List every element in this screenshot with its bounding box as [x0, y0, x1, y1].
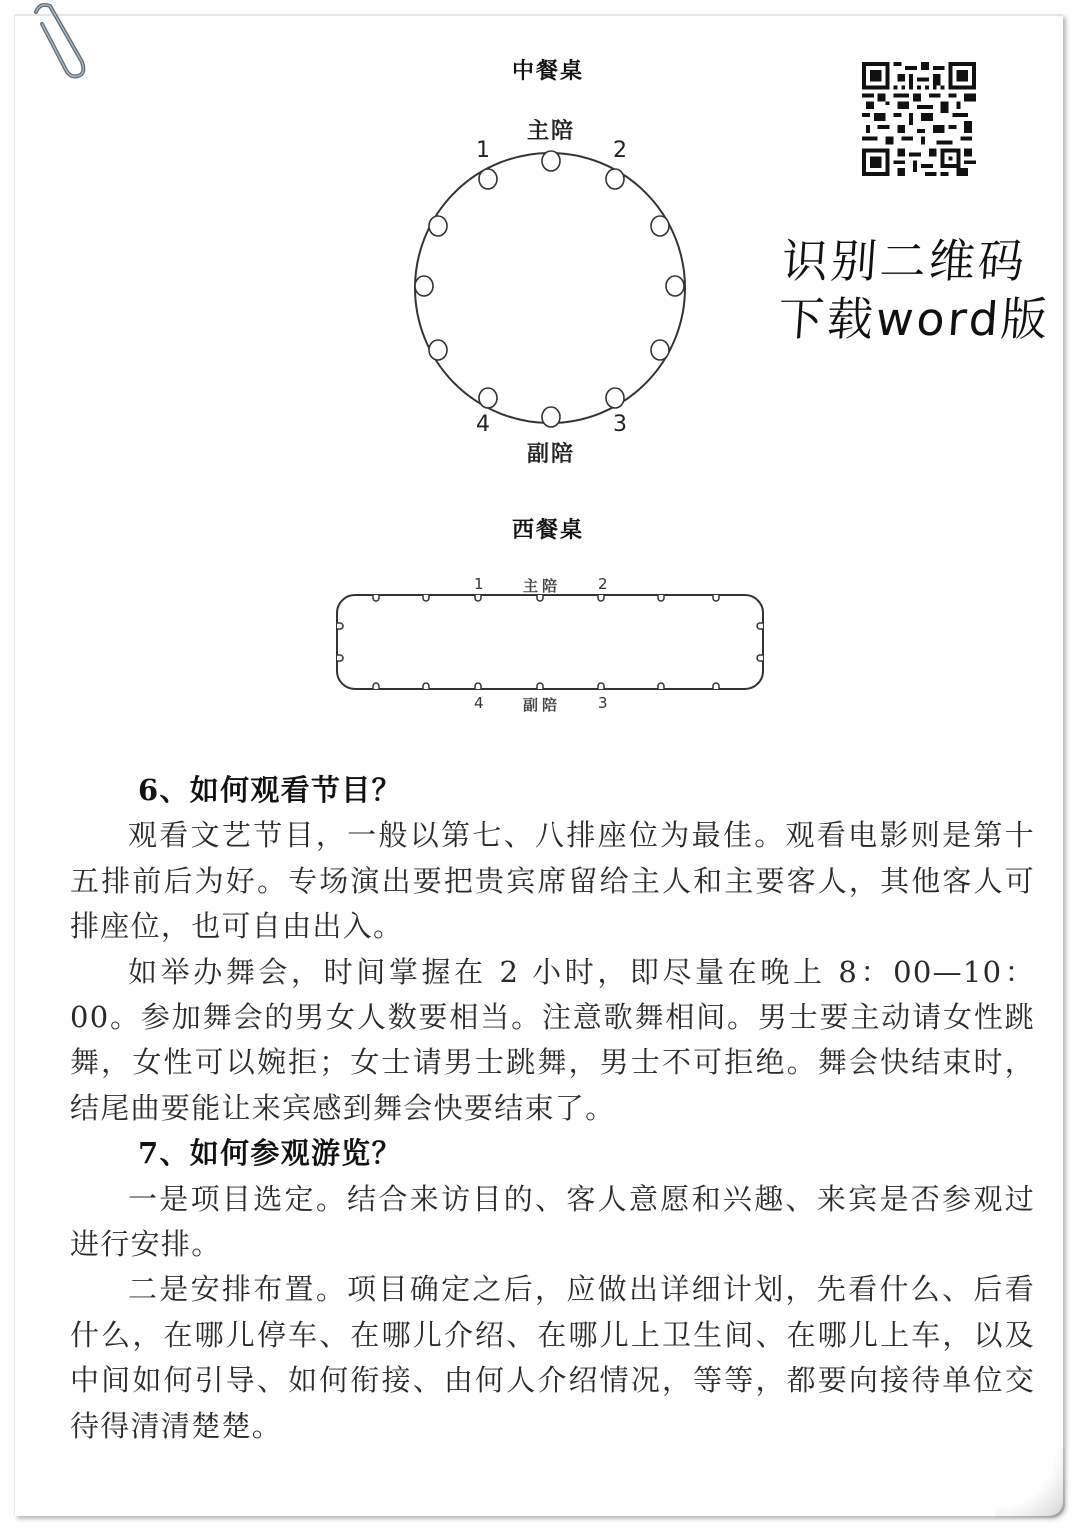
section-7-paragraph-2: 二是安排布置。项目确定之后，应做出详细计划，先看什么、后看什么，在哪儿停车、在哪儿介绍、在哪儿上卫生间、在哪儿上车，以及中间如何引导、如何衔接、由何人介绍情况，等等，都要向接待单位交待得清清楚楚。	[70, 1272, 1035, 1443]
western-seat-2: 2	[598, 575, 608, 593]
paperclip-icon	[22, 0, 92, 84]
western-seat-1: 1	[474, 575, 484, 593]
page-curl	[995, 1448, 1065, 1518]
western-host-label: 主陪	[523, 577, 562, 595]
chinese-table-title: 中餐桌	[512, 58, 585, 84]
qr-promo-text	[776, 232, 1064, 348]
western-table-title: 西餐桌	[512, 517, 585, 543]
section-heading-6: 6、如何观看节目？	[138, 773, 402, 807]
chinese-seat-3: 3	[613, 412, 627, 437]
chinese-seat-4: 4	[476, 412, 490, 437]
section-7-paragraph-1: 一是项目选定。结合来访目的、客人意愿和兴趣、来宾是否参观过进行安排。	[70, 1181, 1035, 1262]
chinese-host-label: 主陪	[527, 118, 576, 144]
long-table-diagram	[330, 590, 770, 700]
section-6-paragraph-1: 观看文艺节目，一般以第七、八排座位为最佳。观看电影则是第十五排前后为好。专场演出要把贵宾席留给主人和主要客人，其他客人可排座位，也可自由出入。	[70, 818, 1035, 944]
qr-code-icon[interactable]	[860, 62, 978, 176]
western-seat-3: 3	[598, 694, 608, 712]
round-table-diagram	[400, 140, 700, 440]
chinese-seat-2: 2	[613, 138, 627, 163]
western-deputy-label: 副陪	[523, 696, 562, 714]
chinese-seat-1: 1	[476, 138, 490, 163]
chinese-deputy-label: 副陪	[527, 441, 576, 467]
qr-promo-line2: 下载word版	[776, 292, 1052, 346]
qr-promo-line1: 识别二维码	[780, 234, 1029, 288]
section-heading-7: 7、如何参观游览？	[138, 1136, 402, 1171]
document-body	[70, 768, 1035, 1449]
section-6-paragraph-2: 如举办舞会，时间掌握在 2 小时，即尽量在晚上 8：00—10：00。参加舞会的男女人数要相当。注意歌舞相间。男士要主动请女性跳舞，女性可以婉拒；女士请男士跳舞，男士不可拒绝。舞会快结束时，结尾曲要能让来宾感到舞会快要结束了。	[70, 954, 1035, 1125]
western-seat-4: 4	[474, 694, 484, 712]
